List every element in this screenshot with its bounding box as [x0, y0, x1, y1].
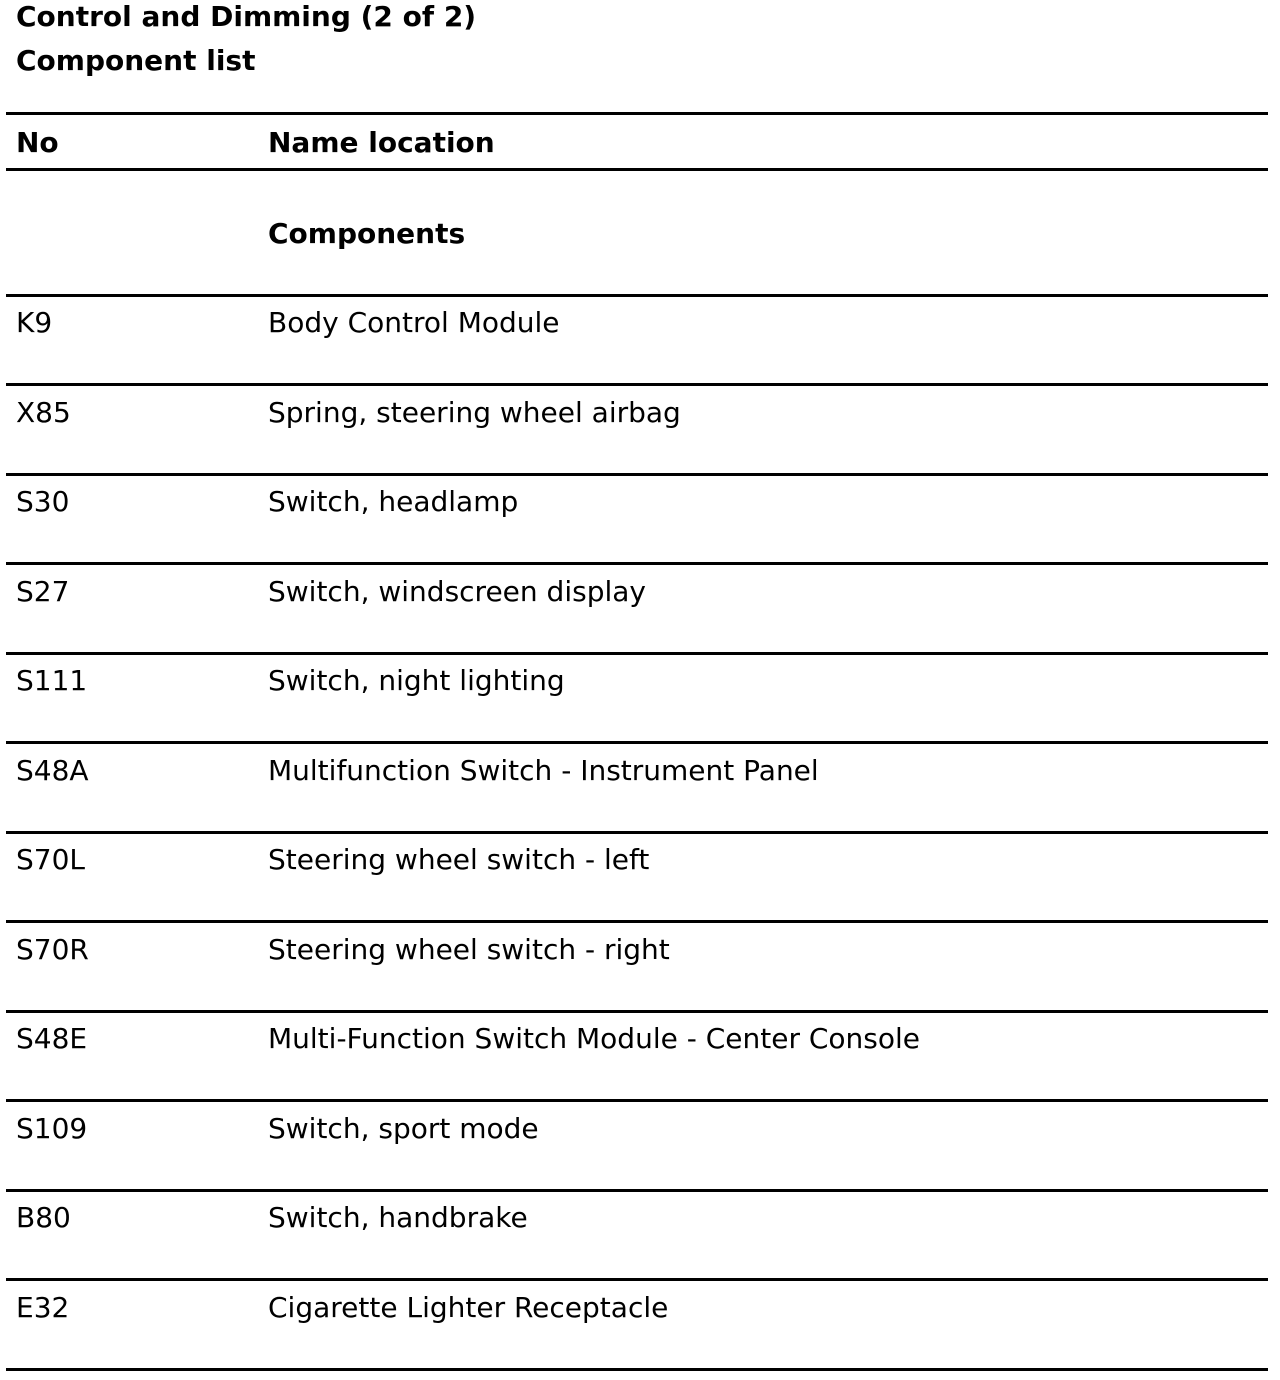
row-name-location: Spring, steering wheel airbag [268, 396, 681, 429]
row-rule [6, 562, 1268, 565]
row-no: S30 [16, 485, 70, 518]
row-name-location: Cigarette Lighter Receptacle [268, 1291, 669, 1324]
row-rule [6, 920, 1268, 923]
header-name-location: Name location [268, 126, 495, 159]
row-name-location: Multi-Function Switch Module - Center Console [268, 1022, 921, 1055]
row-rule [6, 383, 1268, 386]
row-name-location: Body Control Module [268, 306, 560, 339]
row-name-location: Switch, windscreen display [268, 575, 646, 608]
header-no: No [16, 126, 59, 159]
row-rule [6, 741, 1268, 744]
section-rule [6, 294, 1268, 297]
row-no: S111 [16, 664, 88, 697]
row-no: S109 [16, 1112, 88, 1145]
row-no: S48A [16, 754, 89, 787]
row-name-location: Switch, handbrake [268, 1201, 528, 1234]
header-rule [6, 168, 1268, 171]
row-name-location: Multifunction Switch - Instrument Panel [268, 754, 819, 787]
row-name-location: Switch, sport mode [268, 1112, 539, 1145]
row-rule [6, 1189, 1268, 1192]
document-title: Control and Dimming (2 of 2) [16, 0, 477, 33]
row-rule [6, 1099, 1268, 1102]
row-rule [6, 1278, 1268, 1281]
row-name-location: Switch, headlamp [268, 485, 519, 518]
row-rule [6, 652, 1268, 655]
document-subtitle: Component list [16, 44, 256, 77]
row-name-location: Switch, night lighting [268, 664, 565, 697]
row-no: X85 [16, 396, 71, 429]
row-no: S48E [16, 1022, 88, 1055]
row-rule [6, 473, 1268, 476]
row-rule [6, 1010, 1268, 1013]
table-top-rule [6, 112, 1268, 115]
row-no: S70R [16, 933, 89, 966]
row-rule [6, 831, 1268, 834]
row-no: K9 [16, 306, 53, 339]
row-name-location: Steering wheel switch - right [268, 933, 670, 966]
row-no: B80 [16, 1201, 71, 1234]
row-rule [6, 1368, 1268, 1371]
row-no: S27 [16, 575, 70, 608]
row-name-location: Steering wheel switch - left [268, 843, 650, 876]
section-label-components: Components [268, 217, 466, 250]
row-no: S70L [16, 843, 86, 876]
row-no: E32 [16, 1291, 70, 1324]
